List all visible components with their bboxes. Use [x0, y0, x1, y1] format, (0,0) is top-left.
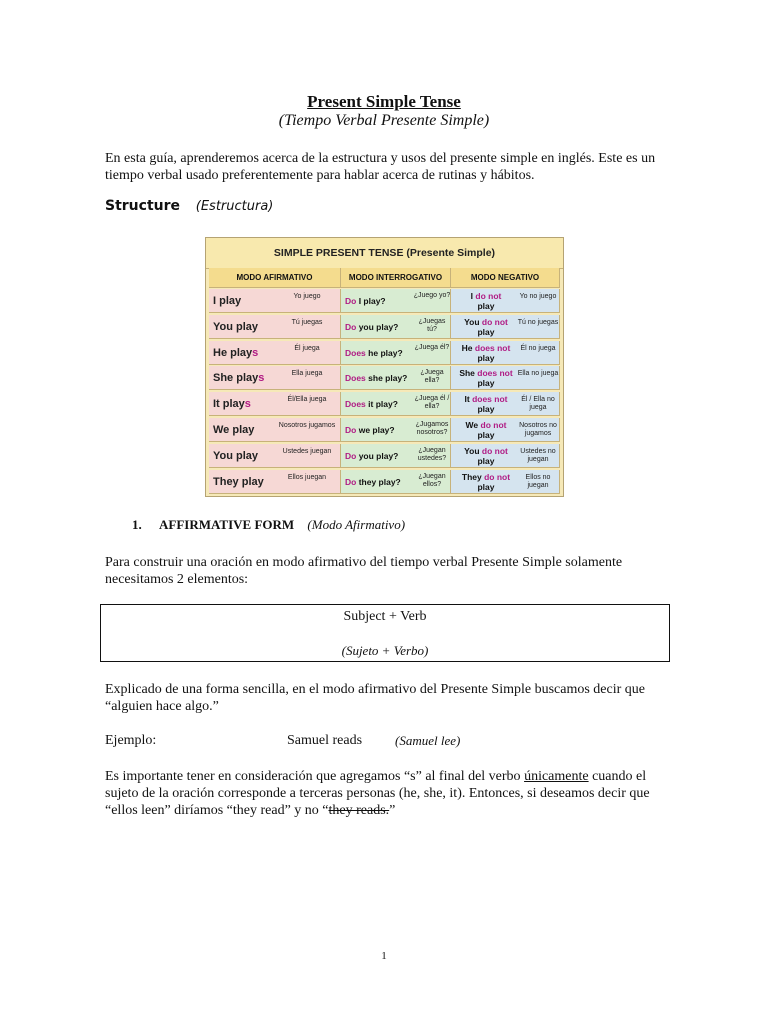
- affirmative-english: You play: [213, 320, 259, 333]
- structure-translation: (Estructura): [195, 199, 274, 214]
- table-row: [209, 418, 560, 443]
- affirmative-spanish: Yo juego: [293, 293, 321, 300]
- present-simple-table: [205, 237, 564, 497]
- explanation-paragraph: [105, 681, 670, 715]
- affirmative-spanish: Ellos juegan: [287, 473, 327, 481]
- negative-english: They do not play: [461, 471, 511, 492]
- interrogative-english: Does it play?: [345, 399, 398, 410]
- negative-english: It does not play: [464, 394, 508, 415]
- intro-line-1: En esta guía, aprenderemos acerca de la estructura y usos del presente simple en inglés. Este es un: [105, 151, 656, 166]
- affirmative-spanish: Nosotros jugamos: [278, 422, 336, 429]
- interrogative-spanish: ¿Juega él / ella?: [414, 395, 450, 411]
- table-row: [209, 392, 560, 417]
- interrogative-cell: [341, 366, 451, 390]
- affirmative-english: I play: [213, 295, 242, 307]
- interrogative-english: Do they play?: [345, 476, 401, 487]
- negative-cell: [451, 470, 560, 494]
- table-row: [209, 444, 560, 469]
- p2-line-2: “alguien hace algo.”: [105, 699, 219, 714]
- affirmative-cell: [209, 392, 341, 416]
- interrogative-english: Do I play?: [345, 296, 386, 306]
- negative-spanish: Ustedes no juegan: [520, 447, 556, 463]
- negative-spanish: Tú no juegas: [517, 318, 559, 326]
- section-1-translation: (Modo Afirmativo): [307, 517, 406, 532]
- affirmative-paragraph: [105, 554, 670, 588]
- affirmative-cell: [209, 315, 341, 339]
- header-negative: MODO NEGATIVO: [451, 268, 560, 288]
- interrogative-english: Do we play?: [345, 425, 395, 435]
- formula: Subject + Verb: [343, 609, 427, 624]
- p3-line-3: “ellos leen” diríamos “they read” y no “they reads.”: [105, 803, 396, 818]
- negative-english: She does not play: [459, 368, 513, 389]
- affirmative-cell: [209, 444, 341, 468]
- negative-cell: [451, 366, 560, 390]
- affirmative-english: He plays: [213, 346, 259, 359]
- header-interrogative: MODO INTERROGATIVO: [341, 268, 451, 288]
- page-subtitle: (Tiempo Verbal Presente Simple): [278, 112, 490, 129]
- negative-cell: [451, 341, 560, 365]
- affirmative-cell: [209, 341, 341, 365]
- struck-text: they reads.: [328, 803, 390, 818]
- negative-english: We do not play: [465, 420, 507, 440]
- interrogative-spanish: ¿Juega ella?: [420, 369, 444, 385]
- p3-line-2: sujeto de la oración corresponde a terceras personas (he, she, it). Entonces, si deseamos decir que: [105, 786, 650, 801]
- example-translation: (Samuel lee): [395, 733, 461, 748]
- interrogative-cell: [341, 418, 451, 442]
- interrogative-spanish: ¿Jugamos nosotros?: [415, 421, 449, 436]
- negative-english: You do not play: [464, 445, 508, 466]
- affirmative-spanish: Él juega: [294, 344, 320, 352]
- section-1-title: AFFIRMATIVE FORM: [159, 517, 295, 532]
- negative-english: I do not play: [470, 291, 502, 311]
- structure-heading: [105, 198, 273, 215]
- formula-translation: (Sujeto + Verbo): [341, 643, 429, 658]
- p2-line-1: Explicado de una forma sencilla, en el modo afirmativo del Presente Simple buscamos decir que: [105, 682, 645, 697]
- interrogative-cell: [341, 444, 451, 468]
- negative-spanish: Nosotros no jugamos: [519, 422, 557, 437]
- third-person-paragraph: [105, 768, 670, 819]
- affirmative-cell: [209, 289, 341, 313]
- affirmative-english: It plays: [213, 398, 251, 411]
- table-title: SIMPLE PRESENT TENSE (Presente Simple): [206, 238, 563, 269]
- affirmative-english: She plays: [213, 372, 265, 385]
- table-row: [209, 315, 560, 340]
- interrogative-english: Does she play?: [345, 373, 408, 384]
- interrogative-spanish: ¿Juegas tú?: [418, 317, 446, 333]
- interrogative-cell: [341, 315, 451, 339]
- negative-cell: [451, 418, 560, 442]
- page-title: Present Simple Tense: [307, 92, 461, 111]
- example-text: Samuel reads: [287, 733, 363, 748]
- interrogative-cell: [341, 341, 451, 365]
- affirmative-english: We play: [213, 424, 255, 436]
- table-row: [209, 470, 560, 495]
- p1-line-2: necesitamos 2 elementos:: [105, 572, 249, 587]
- negative-cell: [451, 392, 560, 416]
- interrogative-spanish: ¿Juego yo?: [413, 292, 451, 299]
- interrogative-cell: [341, 392, 451, 416]
- affirmative-spanish: Ella juega: [291, 370, 323, 378]
- interrogative-cell: [341, 289, 451, 313]
- negative-spanish: Ella no juega: [517, 370, 559, 378]
- interrogative-spanish: ¿Juegan ustedes?: [417, 446, 447, 462]
- section-1-heading: [132, 517, 405, 533]
- table-row: [209, 289, 560, 314]
- negative-cell: [451, 315, 560, 339]
- structure-label: Structure: [105, 198, 181, 214]
- underlined-word: únicamente: [524, 769, 589, 784]
- affirmative-spanish: Tú juegas: [291, 318, 323, 326]
- page-number: 1: [381, 950, 387, 962]
- negative-english: You do not play: [464, 316, 508, 337]
- example-label: Ejemplo:: [105, 733, 157, 748]
- interrogative-english: Do you play?: [345, 450, 399, 461]
- negative-spanish: Él / Ella no juega: [521, 396, 555, 412]
- affirmative-cell: [209, 366, 341, 390]
- negative-spanish: Él no juega: [520, 344, 556, 352]
- header-affirmative: MODO AFIRMATIVO: [209, 268, 341, 288]
- affirmative-cell: [209, 470, 341, 494]
- negative-spanish: Ellos no juegan: [525, 473, 551, 489]
- interrogative-spanish: ¿Juegan ellos?: [418, 472, 446, 488]
- table-row: [209, 366, 560, 391]
- intro-line-2: tiempo verbal usado preferentemente para hablar acerca de rutinas y hábitos.: [105, 168, 535, 183]
- section-1-number: 1.: [132, 517, 142, 532]
- interrogative-cell: [341, 470, 451, 494]
- negative-english: He does not play: [461, 342, 511, 363]
- affirmative-english: They play: [213, 475, 264, 488]
- negative-cell: [451, 289, 560, 313]
- interrogative-english: Does he play?: [345, 347, 403, 358]
- affirmative-spanish: Él/Ella juega: [287, 396, 327, 404]
- negative-spanish: Yo no juego: [519, 293, 557, 300]
- interrogative-spanish: ¿Juega él?: [414, 343, 450, 351]
- p1-line-1: Para construir una oración en modo afirmativo del tiempo verbal Presente Simple solamente: [105, 555, 623, 570]
- intro-paragraph: [105, 150, 670, 184]
- table-row: [209, 341, 560, 366]
- negative-cell: [451, 444, 560, 468]
- affirmative-cell: [209, 418, 341, 442]
- p3-line-1: Es importante tener en consideración que agregamos “s” al final del verbo únicamente cuando el: [105, 769, 647, 784]
- interrogative-english: Do you play?: [345, 321, 399, 332]
- affirmative-english: You play: [213, 449, 259, 462]
- formula-box: [100, 604, 670, 662]
- affirmative-spanish: Ustedes juegan: [282, 447, 332, 455]
